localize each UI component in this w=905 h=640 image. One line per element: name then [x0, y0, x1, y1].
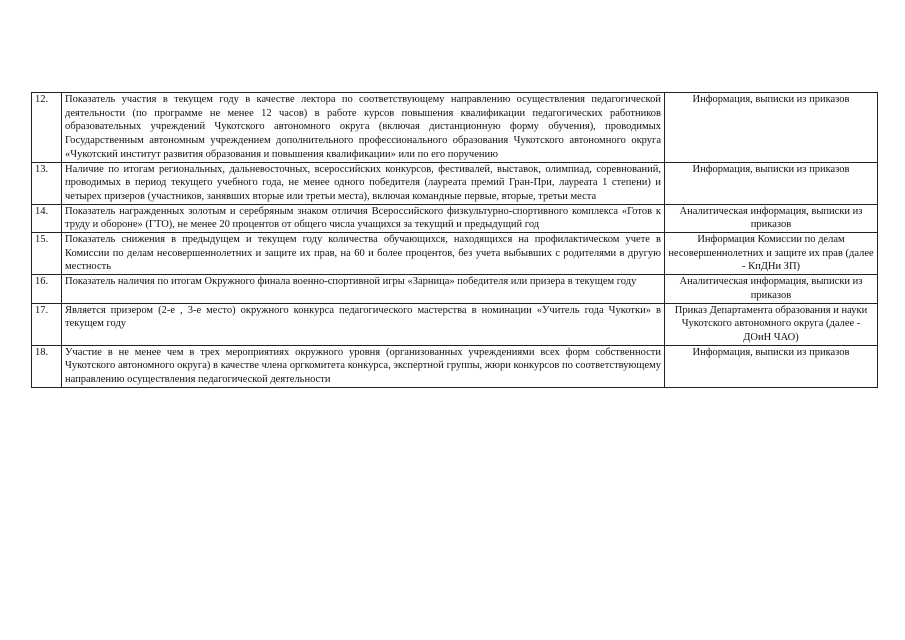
- evidence-source: Аналитическая информация, выписки из приказов: [665, 204, 878, 232]
- criteria-table: [31, 92, 878, 388]
- row-number: 12.: [32, 93, 62, 163]
- criterion-description: Показатель награжденных золотым и серебряным знаком отличия Всероссийского физкультурно-спортивного комплекса «Готов к труду и обороне» (ГТО), не менее 20 процентов от общего числа учащихся за текущий и предыдущий год: [62, 204, 665, 232]
- criterion-description: Является призером (2-е , 3-е место) окружного конкурса педагогического мастерства в номинации «Учитель года Чукотки» в текущем году: [62, 303, 665, 345]
- table-row: [32, 233, 878, 275]
- table-row: [32, 204, 878, 232]
- evidence-source: Информация, выписки из приказов: [665, 345, 878, 387]
- table-row: [32, 275, 878, 303]
- criterion-description: Показатель наличия по итогам Окружного финала военно-спортивной игры «Зарница» победителя или призера в текущем году: [62, 275, 665, 303]
- criterion-description: Наличие по итогам региональных, дальневосточных, всероссийских конкурсов, фестивалей, выставок, олимпиад, соревнований, проводимых в период текущего учебного года, не менее одного победителя (лауреата премий Гран-При, лауреата 1 степени) и четырех призеров (участников, занявших вторые или третьи места), включая командные первые, вторые, третьи места: [62, 162, 665, 204]
- criterion-description: Показатель снижения в предыдущем и текущем году количества обучающихся, находящихся на профилактическом учете в Комиссии по делам несовершеннолетних и защите их прав, на 60 и более процентов, без учета выбывших с родителями в другую местность: [62, 233, 665, 275]
- table-row: [32, 345, 878, 387]
- evidence-source: Информация, выписки из приказов: [665, 162, 878, 204]
- evidence-source: Информация, выписки из приказов: [665, 93, 878, 163]
- row-number: 18.: [32, 345, 62, 387]
- row-number: 16.: [32, 275, 62, 303]
- row-number: 14.: [32, 204, 62, 232]
- evidence-source: Аналитическая информация, выписки из приказов: [665, 275, 878, 303]
- table-row: [32, 303, 878, 345]
- row-number: 13.: [32, 162, 62, 204]
- table-row: [32, 162, 878, 204]
- row-number: 15.: [32, 233, 62, 275]
- row-number: 17.: [32, 303, 62, 345]
- evidence-source: Информация Комиссии по делам несовершеннолетних и защите их прав (далее - КпДНи ЗП): [665, 233, 878, 275]
- table-row: [32, 93, 878, 163]
- criterion-description: Показатель участия в текущем году в качестве лектора по соответствующему направлению осуществления педагогической деятельности (по программе не менее 12 часов) в работе курсов повышения квалификации педагогических работников образовательных учреждений Чукотского автономного округа (включая дистанционную форму обучения), проводимых Государственным автономным учреждением дополнительного профессионального образования Чукотского автономного округа «Чукотский институт развития образования и повышения квалификации» или по его поручению: [62, 93, 665, 163]
- evidence-source: Приказ Департамента образования и науки Чукотского автономного округа (далее - ДОиН ЧАО): [665, 303, 878, 345]
- criterion-description: Участие в не менее чем в трех мероприятиях окружного уровня (организованных учреждениями всех форм собственности Чукотского автономного округа) в качестве члена оргкомитета конкурса, экспертной группы, жюри конкурсов по соответствующему направлению осуществления педагогической деятельности: [62, 345, 665, 387]
